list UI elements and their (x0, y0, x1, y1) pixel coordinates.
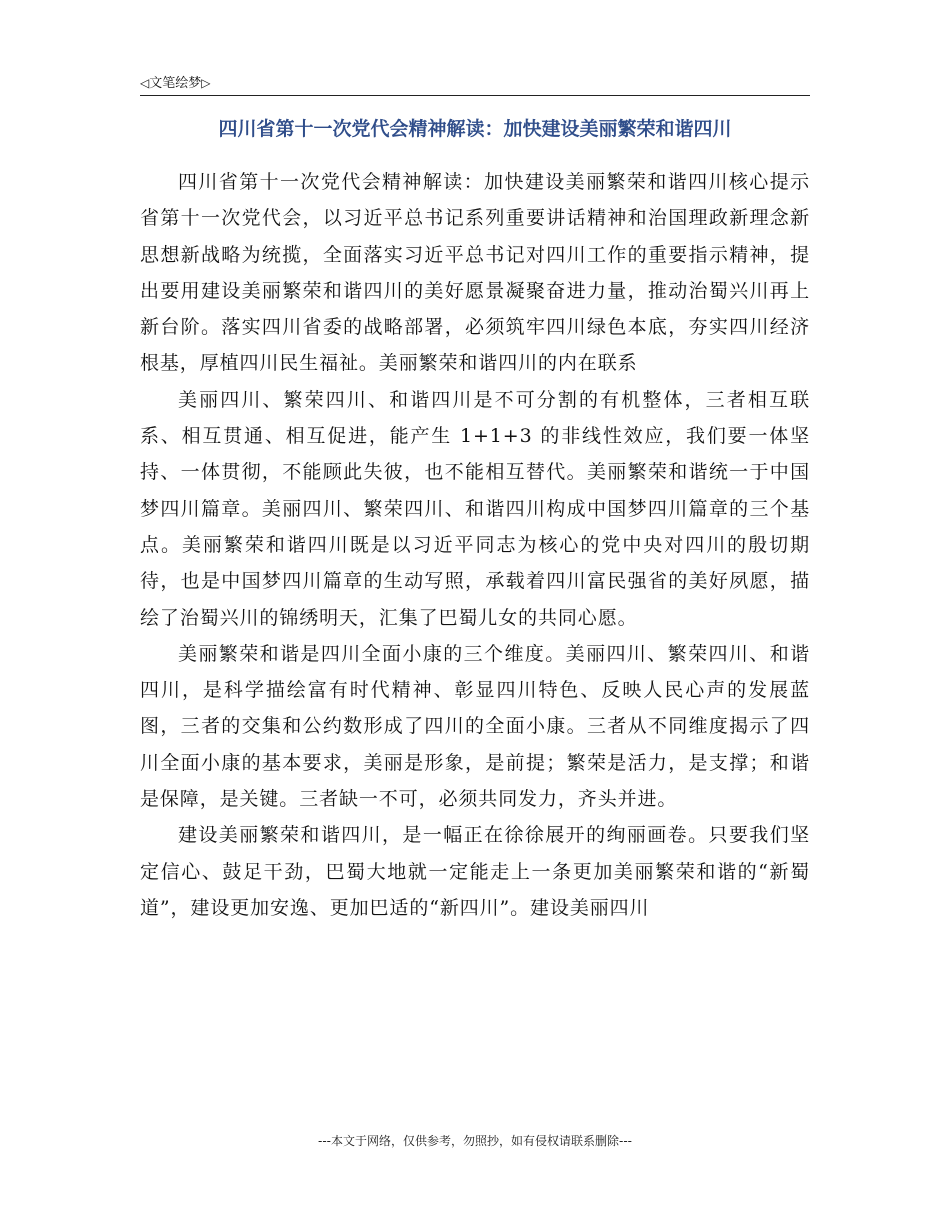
page-footer: ---本文于网络，仅供参考，勿照抄，如有侵权请联系删除--- (318, 1134, 632, 1148)
paragraph-2: 美丽四川、繁荣四川、和谐四川是不可分割的有机整体，三者相互联系、相互贯通、相互促进，能产生 1+1+3 的非线性效应，我们要一体坚持、一体贯彻，不能顾此失彼，也不能相互替代。美丽繁荣和谐统一于中国梦四川篇章。美丽四川、繁荣四川、和谐四川构成中国梦四川篇章的三个基点。美丽繁荣和谐四川既是以习近平同志为核心的党中央对四川的殷切期待，也是中国梦四川篇章的生动写照，承载着四川富民强省的美好夙愿，描绘了治蜀兴川的锦绣明天，汇集了巴蜀儿女的共同心愿。 (140, 388, 810, 629)
document-body (140, 164, 810, 926)
triangle-left-icon: ◁ (140, 76, 150, 90)
triangle-right-icon: ▷ (201, 76, 211, 90)
paragraph-1: 四川省第十一次党代会精神解读：加快建设美丽繁荣和谐四川核心提示省第十一次党代会，以习近平总书记系列重要讲话精神和治国理政新理念新思想新战略为统揽，全面落实习近平总书记对四川工作的重要指示精神，提出要用建设美丽繁荣和谐四川的美好愿景凝聚奋进力量，推动治蜀兴川再上新台阶。落实四川省委的战略部署，必须筑牢四川绿色本底，夯实四川经济根基，厚植四川民生福祉。美丽繁荣和谐四川的内在联系 (140, 171, 810, 375)
paragraph-4: 建设美丽繁荣和谐四川，是一幅正在徐徐展开的绚丽画卷。只要我们坚定信心、鼓足干劲，巴蜀大地就一定能走上一条更加美丽繁荣和谐的“新蜀道”，建设更加安逸、更加巴适的“新四川”。建设美丽四川 (140, 824, 810, 919)
page-header (140, 73, 810, 96)
paragraph-3: 美丽繁荣和谐是四川全面小康的三个维度。美丽四川、繁荣四川、和谐四川，是科学描绘富有时代精神、彰显四川特色、反映人民心声的发展蓝图，三者的交集和公约数形成了四川的全面小康。三者从不同维度揭示了四川全面小康的基本要求，美丽是形象，是前提；繁荣是活力，是支撑；和谐是保障，是关键。三者缺一不可，必须共同发力，齐头并进。 (140, 642, 810, 811)
document-title: 四川省第十一次党代会精神解读：加快建设美丽繁荣和谐四川 (218, 118, 732, 140)
header-brand: 文笔绘梦 (149, 76, 202, 91)
